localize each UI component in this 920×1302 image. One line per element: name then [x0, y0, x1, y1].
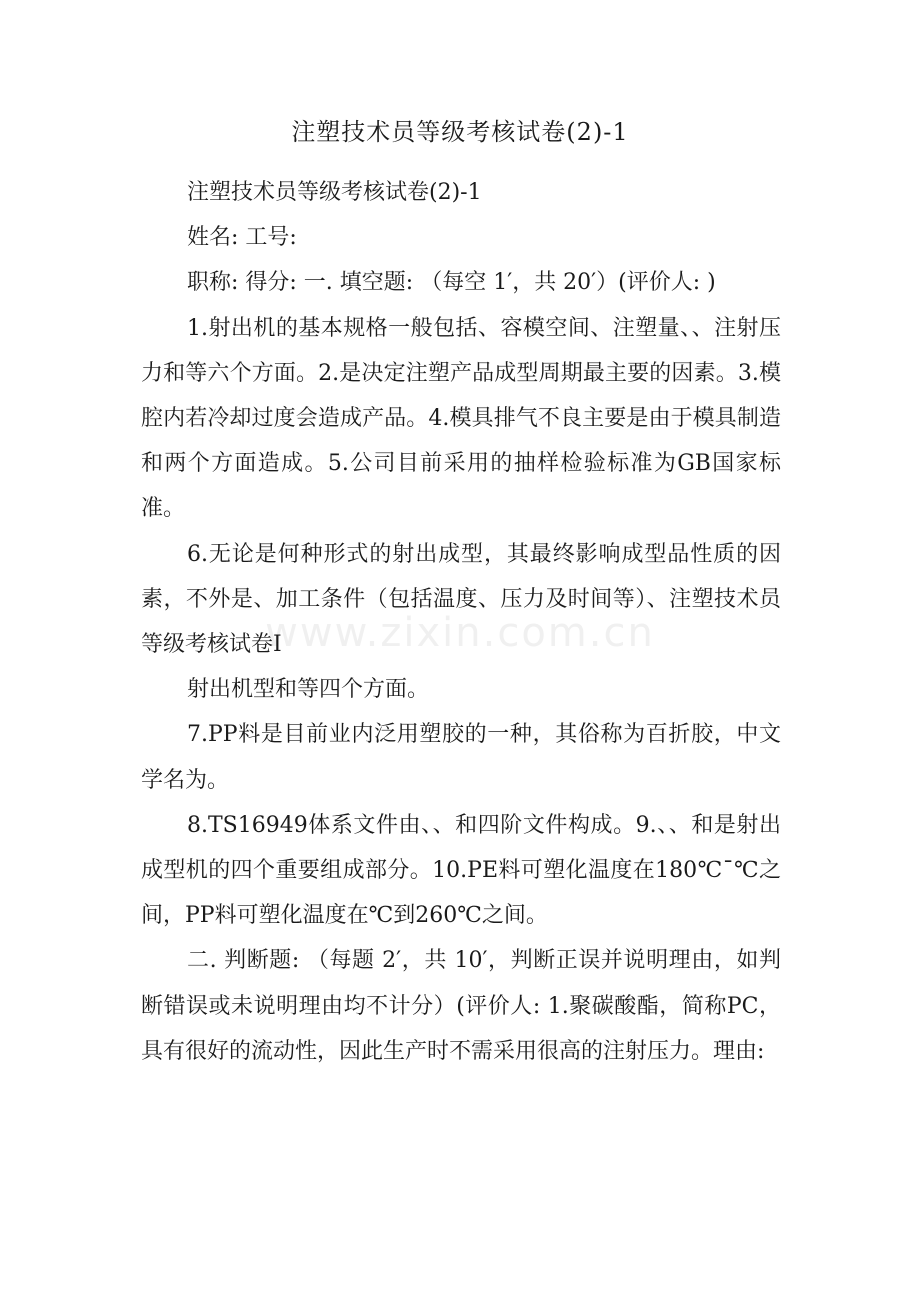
watermark: www.zixin.com.cn	[265, 610, 655, 656]
paragraph-fill-blank-7: 7.PP料是目前业内泛用塑胶的一种，其俗称为百折胶，中文学名为。	[141, 722, 781, 793]
paragraph-fill-blank-8-10: 8.TS16949体系文件由、、和四阶文件构成。9.、、和是射出成型机的四个重要组成部分。10.PE料可塑化温度在180℃ˉ℃之间，PP料可塑化温度在℃到260℃之间。	[141, 812, 781, 929]
page-title: 注塑技术员等级考核试卷(2)-1	[291, 118, 629, 146]
paragraph-fill-blank-6: 6.无论是何种形式的射出成型，其最终影响成型品性质的因素，不外是、加工条件（包括温度、压力及时间等）、注塑技术员等级考核试卷I	[141, 541, 781, 658]
paragraph-name-id: 姓名: 工号:	[187, 225, 297, 251]
paragraph-fill-blank-1-5: 1.射出机的基本规格一般包括、容模空间、注塑量、、注射压力和等六个方面。2.是决定注塑产品成型周期最主要的因素。3.模腔内若冷却过度会造成产品。4.模具排气不良主要是由于模具制造和两个方面造成。5.公司目前采用的抽样检验标准为GB国家标准。	[141, 315, 781, 522]
paragraph-subtitle: 注塑技术员等级考核试卷(2)-1	[187, 180, 482, 205]
paragraph-fill-blank-6-cont: 射出机型和等四个方面。	[187, 677, 430, 703]
paragraph-judgment-section: 二. 判断题: （每题 2′，共 10′，判断正误并说明理由，如判断错误或未说明理由均不计分）(评价人: 1.聚碳酸酯，简称PC，具有很好的流动性，因此生产时不需采用很高的注射压力。理由:	[141, 948, 781, 1064]
document-body	[141, 170, 781, 1074]
paragraph-title-score: 职称: 得分: 一. 填空题: （每空 1′，共 20′）(评价人: )	[187, 270, 716, 296]
